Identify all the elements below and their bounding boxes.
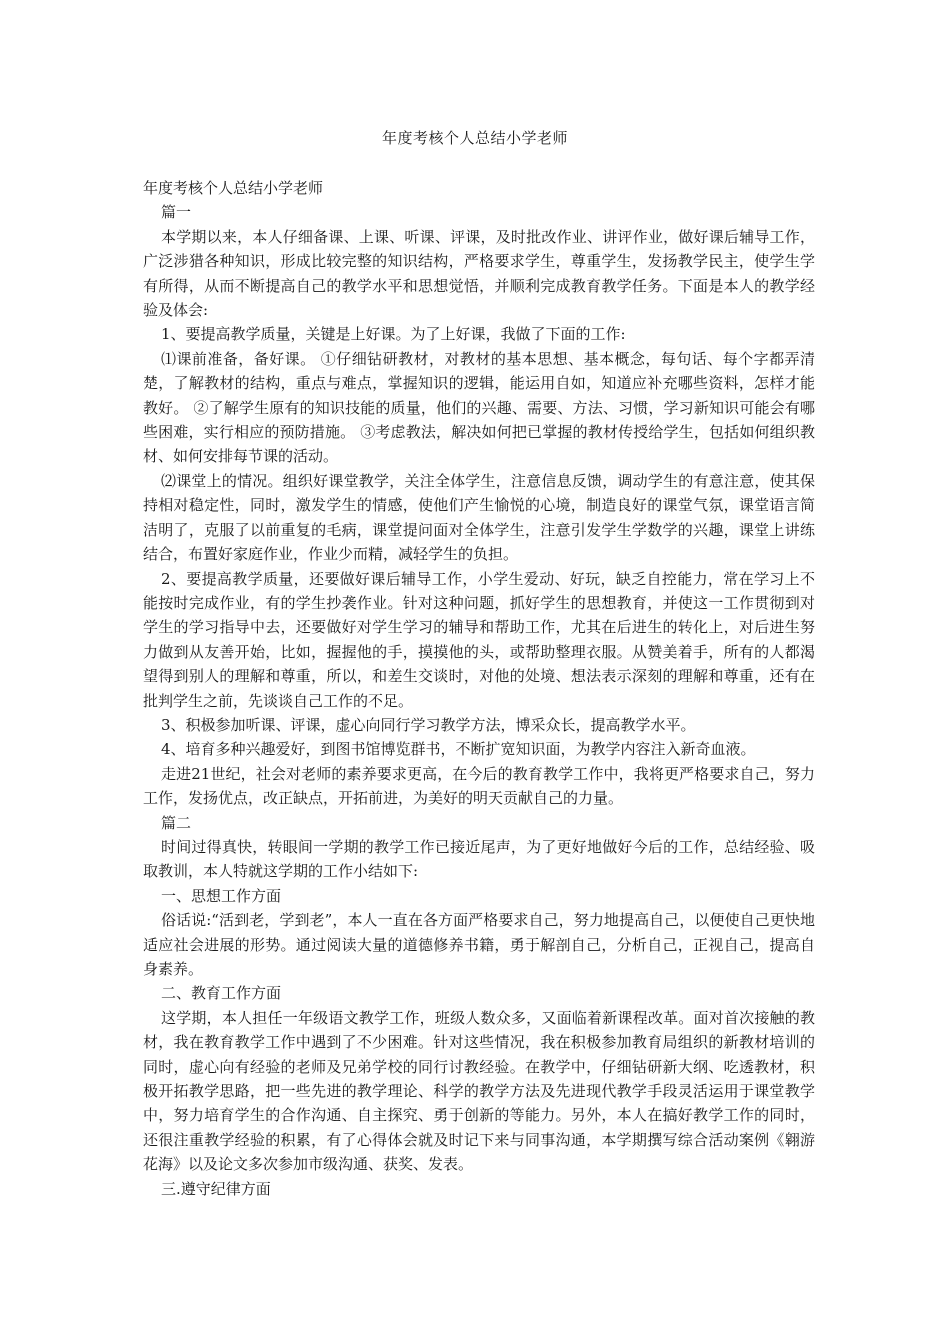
paragraph: 时间过得真快，转眼间一学期的教学工作已接近尾声，为了更好地做好今后的工作，总结经验、吸取教训，本人特就这学期的工作小结如下: [143,837,815,881]
section-heading-part-one: 篇一 [161,203,192,222]
paragraph: 3、积极参加听课、评课，虚心向同行学习教学方法，博采众长，提高教学水平。 [161,715,696,734]
paragraph: 这学期，本人担任一年级语文教学工作，班级人数众多，又面临着新课程改革。面对首次接触的教材，我在教育教学工作中遇到了不少困难。针对这些情况，我在积极参加教育局组织的新教材培训的同时，虚心向有经验的老师及兄弟学校的同行讨教经验。在教学中，仔细钻研新大纲、吃透教材，积极开拓教学思路，把一些先进的教学理论、科学的教学方法及先进现代教学手段灵活运用于课堂教学中，努力培育学生的合作沟通、自主探究、勇于创新的等能力。另外，本人在搞好教学工作的同时，还很注重教学经验的积累，有了心得体会就及时记下来与同事沟通，本学期撰写综合活动案例《翱游花海》以及论文多次参加市级沟通、获奖、发表。 [143,1008,815,1174]
paragraph: 2、要提高教学质量，还要做好课后辅导工作，小学生爱动、好玩，缺乏自控能力，常在学习上不能按时完成作业，有的学生抄袭作业。针对这种问题，抓好学生的思想教育，并使这一工作贯彻到对学生的学习指导中去，还要做好对学生学习的辅导和帮助工作，尤其在后进生的转化上，对后进生努力做到从友善开始，比如，握握他的手，摸摸他的头，或帮助整理衣服。从赞美着手，所有的人都渴望得到别人的理解和尊重，所以，和差生交谈时，对他的处境、想法表示深刻的理解和尊重，还有在批判学生之前，先谈谈自己工作的不足。 [143,569,815,710]
document-title: 年度考核个人总结小学老师 [381,129,568,147]
section-heading-part-two: 篇二 [161,813,192,832]
subheading: 一、思想工作方面 [161,886,282,905]
paragraph: 1、要提高教学质量，关键是上好课。为了上好课，我做了下面的工作: [161,325,626,344]
paragraph: 本学期以来，本人仔细备课、上课、听课、评课，及时批改作业、讲评作业，做好课后辅导工作，广泛涉猎各种知识，形成比较完整的知识结构，严格要求学生，尊重学生，发扬教学民主，使学生学有所得，从而不断提高自己的教学水平和思想觉悟，并顺利完成教育教学任务。下面是本人的教学经验及体会: [143,227,815,320]
paragraph: 走进21世纪，社会对老师的素养要求更高，在今后的教育教学工作中，我将更严格要求自己，努力工作，发扬优点，改正缺点，开拓前进，为美好的明天贡献自己的力量。 [143,764,815,808]
paragraph: ⑵课堂上的情况。组织好课堂教学，关注全体学生，注意信息反馈，调动学生的有意注意，使其保持相对稳定性，同时，激发学生的情感，使他们产生愉悦的心境，制造良好的课堂气氛，课堂语言简洁明了，克服了以前重复的毛病，课堂提问面对全体学生，注意引发学生学数学的兴趣，课堂上讲练结合，布置好家庭作业，作业少而精，减轻学生的负担。 [143,471,815,564]
document-body [143,176,815,1201]
paragraph: 俗话说:“活到老，学到老”，本人一直在各方面严格要求自己，努力地提高自己，以便使自己更快地适应社会进展的形势。通过阅读大量的道德修养书籍，勇于解剖自己，分析自己，正视自己，提高自身素养。 [143,911,815,978]
subheading: 三.遵守纪律方面 [161,1179,271,1198]
subheading: 二、教育工作方面 [161,984,282,1003]
paragraph-subtitle: 年度考核个人总结小学老师 [143,179,324,197]
paragraph: ⑴课前准备，备好课。 ①仔细钻研教材，对教材的基本思想、基本概念，每句话、每个字都弄清楚，了解教材的结构，重点与难点，掌握知识的逻辑，能运用自如，知道应补充哪些资料，怎样才能教好。 ②了解学生原有的知识技能的质量，他们的兴趣、需要、方法、习惯，学习新知识可能会有哪些困难，实行相应的预防措施。 ③考虑教法，解决如何把已掌握的教材传授给学生，包括如何组织教材、如何安排每节课的活动。 [143,349,815,466]
paragraph: 4、培育多种兴趣爱好，到图书馆博览群书，不断扩宽知识面，为教学内容注入新奇血液。 [161,740,756,759]
